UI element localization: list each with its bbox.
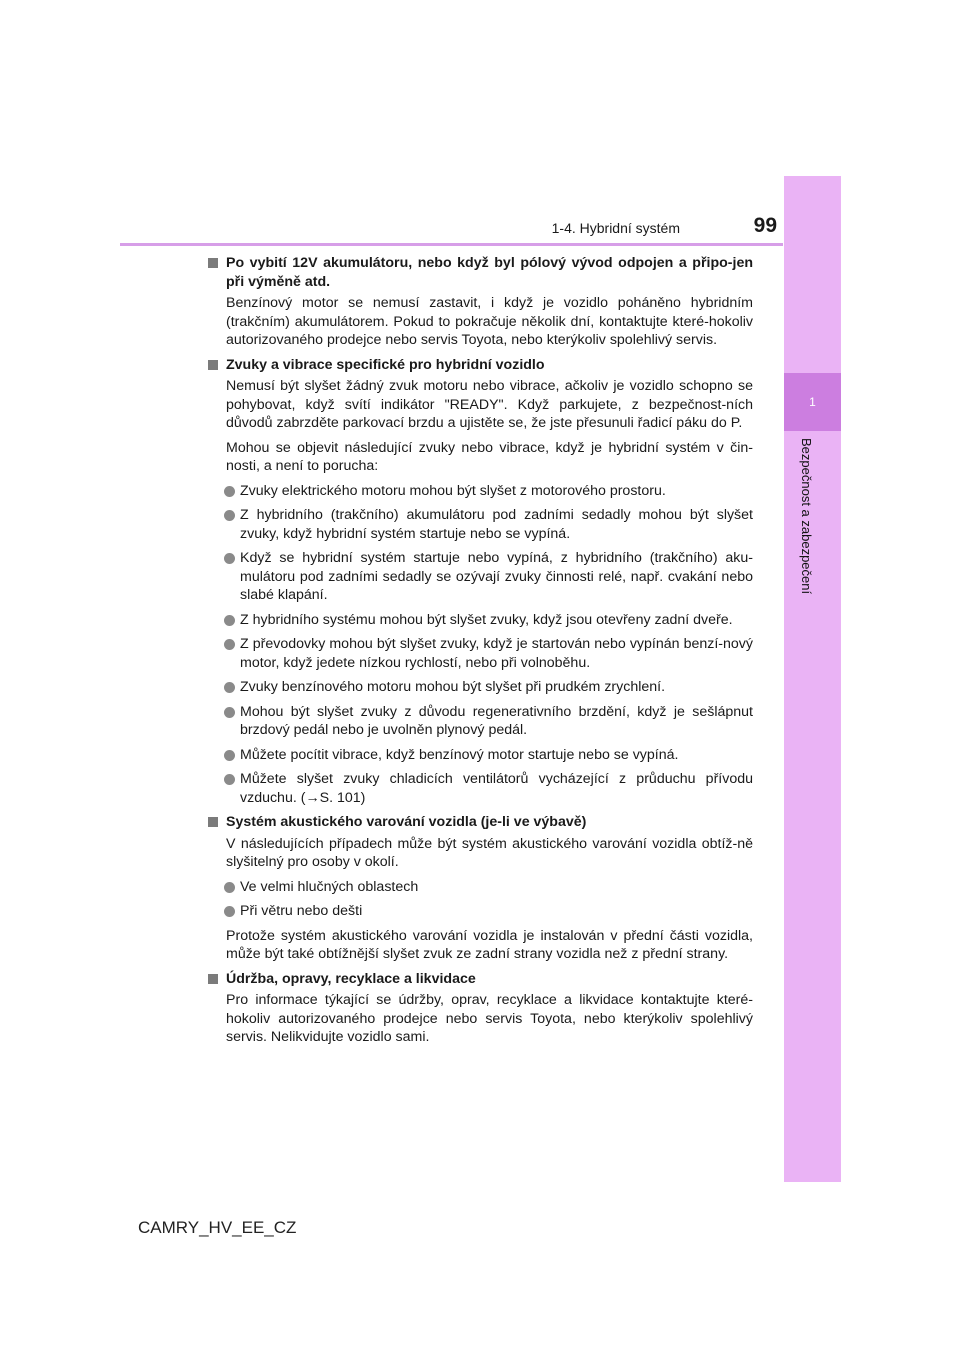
- paragraph: Nemusí být slyšet žádný zvuk motoru nebo vibrace, ačkoliv je vozidlo schopno se pohybovat, když svítí indikátor "READY". Když parkujete, z bezpečnost-ních důvodů zabrzděte parkovací brzdu a ujistěte se, že jste přesunuli řadicí páku do P.: [226, 378, 753, 431]
- paragraph: Protože systém akustického varování vozidla je instalován v přední části vozidla, může být také obtížnější slyšet zvuk ze zadní strany vozidla než z přední strany.: [226, 927, 753, 962]
- round-bullet-icon: [224, 707, 235, 718]
- list-item: Zvuky elektrického motoru mohou být slyšet z motorového prostoru.: [208, 482, 753, 501]
- page-content: [208, 254, 753, 1053]
- section-heading: Údržba, opravy, recyklace a likvidace: [226, 970, 476, 987]
- section-maintenance: [208, 970, 753, 1047]
- list-item: Když se hybridní systém startuje nebo vypíná, z hybridního (trakčního) aku-mulátoru pod zadními sedadly se ozývají zvuky činnosti relé, např. cvakání nebo slabé klapání.: [208, 549, 753, 605]
- section-heading: Systém akustického varování vozidla (je-li ve výbavě): [226, 814, 587, 830]
- paragraph: Pro informace týkající se údržby, oprav, recyklace a likvidace kontaktujte které-hokoliv autorizovaného prodejce nebo servis Toyota, nebo kterýkoliv spolehlivý servis. Nelikvidujte vozidlo sami.: [226, 992, 753, 1045]
- chapter-number: 1: [784, 373, 841, 431]
- list-item: Z hybridního systému mohou být slyšet zvuky, když jsou otevřeny zadní dveře.: [208, 611, 753, 630]
- round-bullet-icon: [224, 553, 235, 564]
- round-bullet-icon: [224, 615, 235, 626]
- page-header: [120, 210, 783, 246]
- list-item: Z převodovky mohou být slyšet zvuky, když je startován nebo vypínán benzí-nový motor, když jedete nízkou rychlostí, nebo při volnoběhu.: [208, 635, 753, 672]
- page-number: 99: [753, 214, 777, 237]
- chapter-side-tab: [784, 176, 841, 1182]
- chapter-title: Bezpečnost a zabezpečení: [799, 438, 814, 595]
- square-bullet-icon: [208, 817, 218, 827]
- list-item: Můžete pocítit vibrace, když benzínový motor startuje nebo se vypíná.: [208, 746, 753, 765]
- round-bullet-icon: [224, 510, 235, 521]
- section-title: 1-4. Hybridní systém: [551, 220, 680, 236]
- list-item: Při větru nebo dešti: [208, 902, 753, 921]
- list-item: Zvuky benzínového motoru mohou být slyšet při prudkém zrychlení.: [208, 678, 753, 697]
- round-bullet-icon: [224, 750, 235, 761]
- list-item: Můžete slyšet zvuky chladicích ventilátorů vycházející z průduchu přívodu vzduchu. (→S. 101): [208, 770, 753, 807]
- square-bullet-icon: [208, 360, 218, 370]
- section-heading: Po vybití 12V akumulátoru, nebo když byl pólový vývod odpojen a připo-jen při výměně atd.: [226, 255, 753, 290]
- section-battery: [208, 254, 753, 350]
- paragraph: V následujících případech může být systém akustického varování vozidla obtíž-ně slyšitelný pro osoby v okolí.: [226, 835, 753, 870]
- round-bullet-icon: [224, 906, 235, 917]
- square-bullet-icon: [208, 258, 218, 268]
- section-sounds: [208, 356, 753, 808]
- paragraph: Mohou se objevit následující zvuky nebo vibrace, když je hybridní systém v čin-nosti, a není to porucha:: [226, 439, 753, 474]
- document-code: CAMRY_HV_EE_CZ: [138, 1218, 297, 1237]
- section-heading: Zvuky a vibrace specifické pro hybridní vozidlo: [226, 356, 545, 373]
- round-bullet-icon: [224, 882, 235, 893]
- header-divider: [120, 243, 783, 246]
- round-bullet-icon: [224, 682, 235, 693]
- paragraph: Benzínový motor se nemusí zastavit, i když je vozidlo poháněno hybridním (trakčním) akumulátorem. Pokud to pokračuje několik dní, kontaktujte které-hokoliv autorizovaného prodejce nebo servis Toyota, nebo kterýkoliv spolehlivý servis.: [226, 295, 753, 348]
- round-bullet-icon: [224, 774, 235, 785]
- list-item: Mohou být slyšet zvuky z důvodu regenerativního brzdění, když je sešlápnut brzdový pedál nebo je uvolněn plynový pedál.: [208, 703, 753, 740]
- round-bullet-icon: [224, 639, 235, 650]
- section-acoustic-warning: [208, 813, 753, 964]
- list-item: Z hybridního (trakčního) akumulátoru pod zadními sedadly mohou být slyšet zvuky, když hybridní systém startuje nebo se vypíná.: [208, 506, 753, 543]
- round-bullet-icon: [224, 486, 235, 497]
- list-item: Ve velmi hlučných oblastech: [208, 878, 753, 897]
- square-bullet-icon: [208, 974, 218, 984]
